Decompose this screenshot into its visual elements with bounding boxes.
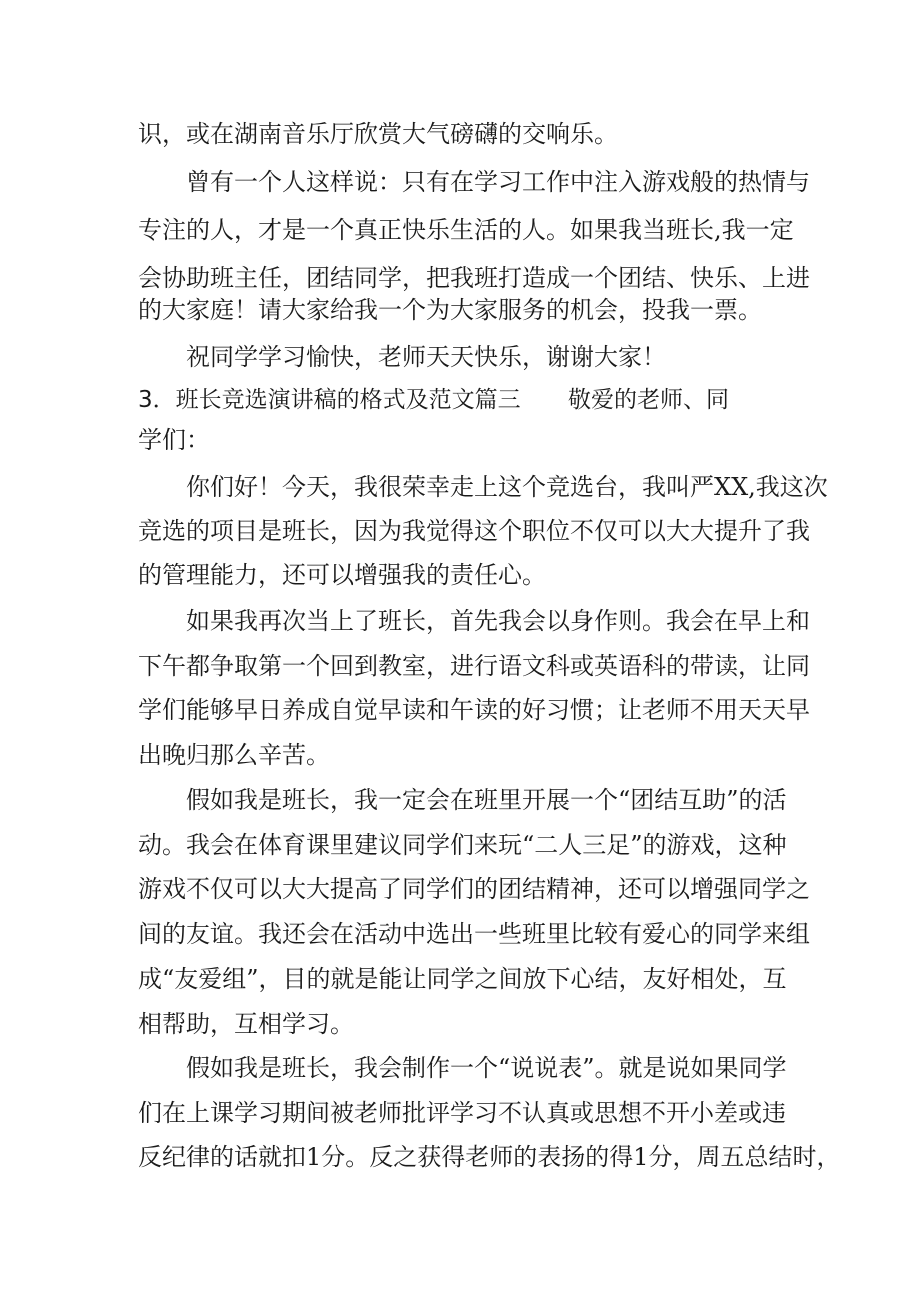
text-line: 相帮助，互相学习。 (138, 1010, 354, 1038)
text-line: 专注的人，才是一个真正快乐生活的人。如果我当班长,我一定 (138, 216, 794, 244)
text-line: 会协助班主任，团结同学，把我班打造成一个团结、快乐、上进 (138, 264, 810, 292)
paragraph-first-line: 你们好！今天，我很荣幸走上这个竞选台，我叫严XX,我这次 (186, 473, 828, 501)
paragraph-first-line: 曾有一个人这样说：只有在学习工作中注入游戏般的热情与 (186, 168, 810, 196)
text-line: 成“友爱组”，目的就是能让同学之间放下心结，友好相处，互 (138, 965, 787, 993)
text-line: 竞选的项目是班长，因为我觉得这个职位不仅可以大大提升了我 (138, 517, 810, 545)
text-line: 间的友谊。我还会在活动中选出一些班里比较有爱心的同学来组 (138, 920, 810, 948)
paragraph-first-line: 假如我是班长，我会制作一个“说说表”。就是说如果同学 (186, 1054, 787, 1082)
text-line: 的大家庭！请大家给我一个为大家服务的机会，投我一票。 (138, 296, 762, 324)
text-line: 反纪律的话就扣1分。反之获得老师的表扬的得1分，周五总结时， (138, 1143, 841, 1171)
text-line: 动。我会在体育课里建议同学们来玩“二人三足”的游戏，这种 (138, 831, 787, 859)
text-line: 游戏不仅可以大大提高了同学们的团结精神，还可以增强同学之 (138, 875, 810, 903)
text-line: 们在上课学习期间被老师批评学习不认真或思想不开小差或违 (138, 1099, 786, 1127)
paragraph-first-line: 祝同学学习愉快，老师天天快乐，谢谢大家！ (186, 343, 666, 371)
paragraph-first-line: 假如我是班长，我一定会在班里开展一个“团结互助”的活 (186, 786, 787, 814)
paragraph-first-line: 如果我再次当上了班长，首先我会以身作则。我会在早上和 (186, 607, 810, 635)
section-heading-greeting: 敬爱的老师、同 (568, 387, 729, 413)
section-heading-title: 3．班长竞选演讲稿的格式及范文篇三 (138, 387, 521, 413)
text-line: 学们： (138, 426, 210, 454)
text-line: 下午都争取第一个回到教室，进行语文科或英语科的带读，让同 (138, 652, 810, 680)
text-line: 学们能够早日养成自觉早读和午读的好习惯；让老师不用天天早 (138, 696, 810, 724)
text-line: 的管理能力，还可以增强我的责任心。 (138, 561, 546, 589)
section-heading (138, 380, 798, 420)
text-line: 识，或在湖南音乐厅欣赏大气磅礴的交响乐。 (138, 120, 618, 148)
text-line: 出晚归那么辛苦。 (138, 741, 330, 769)
